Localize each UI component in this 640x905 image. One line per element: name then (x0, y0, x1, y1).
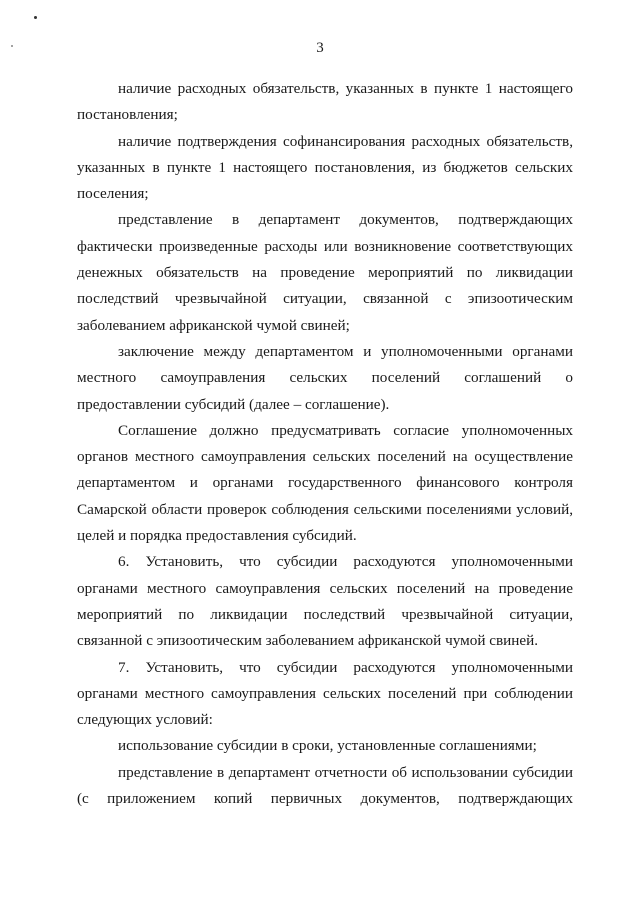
paragraph-condition-obligations: наличие расходных обязательств, указанных в пункте 1 настоящего постановления; (77, 80, 573, 124)
document-body (77, 76, 573, 812)
paragraph-condition-cofinancing: наличие подтверждения софинансирования расходных обязательств, указанных в пункте 1 настоящего постановления, из бюджетов сельских поселения; (77, 132, 573, 203)
paragraph-condition-agreement: заключение между департаментом и уполномоченными органами местного самоуправления сельских поселений соглашений о предоставлении субсидий (далее – соглашение). (77, 342, 573, 413)
paragraph-agreement-terms: Соглашение должно предусматривать согласие уполномоченных органов местного самоуправления сельских поселений на осуществление департаментом и органами государственного финансового контроля Самарской области проверок соблюдения сельскими поселениями условий, целей и порядка предоставления субсидий. (77, 421, 573, 545)
paragraph-condition-reporting: представление в департамент отчетности об использовании субсидии (с приложением копий первичных документов, подтверждающих (77, 763, 573, 808)
paragraph-clause-7: 7. Установить, что субсидии расходуются уполномоченными органами местного самоуправления сельских поселений при соблюдении следующих условий: (77, 658, 573, 729)
paragraph-clause-6: 6. Установить, что субсидии расходуются уполномоченными органами местного самоуправления сельских поселений на проведение мероприятий по ликвидации последствий чрезвычайной ситуации, связанной с эпизоотическим заболеванием африканской чумой свиней. (77, 553, 573, 650)
paragraph-condition-documents: представление в департамент документов, подтверждающих фактически произведенные расходы или возникновение соответствующих денежных обязательств на проведение мероприятий по ликвидации последствий чрезвычайной ситуации, связанной с эпизоотическим заболеванием африканской чумой свиней; (77, 211, 573, 334)
page-number: 3 (316, 40, 324, 56)
paragraph-condition-usage-terms: использование субсидии в сроки, установленные соглашениями; (118, 737, 537, 755)
scan-speck (34, 16, 37, 19)
